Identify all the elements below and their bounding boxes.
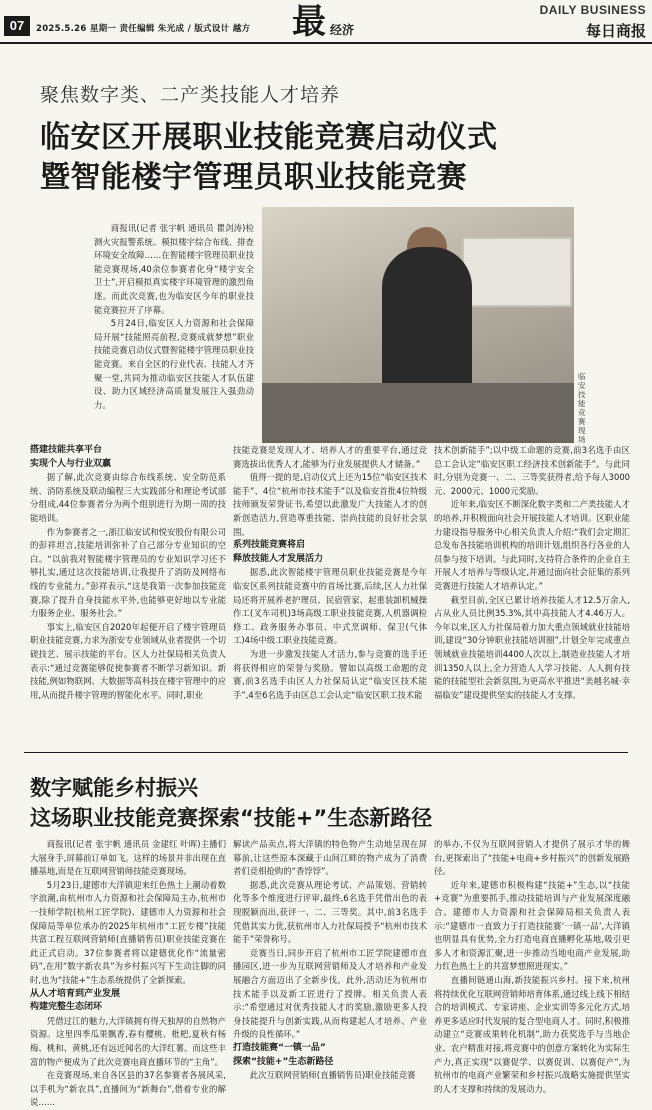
body-paragraph: 值得一提的是,启动仪式上还为15位“临安区技术能手”、4位“杭州市技术能手”以及临安首批4位特级技师颁发荣誉证书,希望以此激发广大技能人才的创新创造活力,营造尊重技能、崇尚技能的良好社会氛围。	[233, 472, 427, 537]
body-paragraph: 据了解,此次竞赛由综合布线系统、安全防范系统、消防系统及联动编程三大实践部分和理论考试部分组成,44位参赛者分为两个组别进行为期一周的技能培训。	[30, 472, 226, 523]
body-paragraph: 5月23日,建德市大洋镇迎来红色热土上潮动着数字浪潮,由杭州市人力资源和社会保障局主办,杭州市一技师学院(杭州工匠学院)、建德市人力资源和社会保障局等单位承办的2025年杭州市“工匠专楼”技能共富工程互联网营销师(直播销售员)职业技能竞赛在此正式启动。37位参赛者将以建德优化作“流量密码”,在用“数字新农具”为乡村振兴写下生动注脚的同时,也为“技能+”生态系统提供了全新探索。	[30, 879, 226, 985]
article1-column2	[233, 444, 427, 742]
article1-kicker: 聚焦数字类、二产类技能人才培养	[40, 84, 341, 106]
page-number: 07	[4, 16, 30, 36]
subheading: 打造技能赛“一镇一品”	[233, 1042, 326, 1053]
body-paragraph: 在竞赛现场,来自各区县的37名参赛者各展风采,以手机为“新农具”,直播间为“新舞台”,借着专业的解说……	[30, 1070, 226, 1108]
article2-headline-line1: 数字赋能乡村振兴	[30, 776, 198, 800]
body-paragraph: 技能竞赛是发现人才、培养人才的重要平台,通过竞赛选拔出优秀人才,能够为行业发展提供人才储备。”	[233, 445, 427, 469]
body-paragraph: 商报讯(记者 张宇帆 通讯员 金建红 叶晖)主播们大展身手,屏幕前订单如飞。这样的场景并非出现在直播基地,而是在互联网营销师技能竞赛现场。	[30, 839, 226, 877]
subheading: 系列技能竞赛将启	[233, 540, 306, 551]
subheading: 释放技能人才发展活力	[233, 553, 324, 564]
photo-person	[382, 247, 472, 397]
lead-paragraph: 5月24日,临安区人力资源和社会保障局开展“技能照亮前程,竞赛成就梦想”职业技能竞赛启动仪式暨智能楼宇管理员职业技能竞赛。来自全区的行业代表、技能人才齐聚一堂,共同为推动临安区技能人才队伍建设、助力区域经济高质量发展注入强劲动力。	[94, 318, 254, 410]
subheading: 搭建技能共享平台	[30, 445, 103, 455]
subheading: 探索“技能+”生态新路径	[233, 1056, 334, 1067]
photo-caption: 临安技能竞赛现场	[578, 372, 586, 444]
section-logo: 最	[292, 2, 326, 42]
article1-photo	[262, 207, 574, 443]
body-paragraph: 近年来,临安区不断深化数字类和二产类技能人才的培养,并积极面向社会开展技能人才培训。区职业能力建设指导服务中心相关负责人介绍:“我们会定期汇总发布各技能培训机构的培训计划,组织各行各业的人员参与按下培训。与此同时,支持符合条件的企业自主开展人才培养与等级认定,并通过面向社会征集的系列竞赛进行技能人才培养认定。”	[434, 499, 630, 591]
body-paragraph: 据悉,此次竞赛从理论考试、产品策划、营销转化等多个维度进行评审,最终,6名选手凭借出色的表现脱颖而出,获评一、二、三等奖。其中,前3名选手凭借其实力优,获杭州市人力社保局授予“杭州市技术能手”荣誉称号。	[233, 879, 427, 945]
article2-column3	[434, 838, 630, 1094]
body-paragraph: 凭借过江的魅力,大洋镇拥有得天独厚的自然物产资源。这里四季瓜果飘香,春有樱桃、枇杷,夏秋有杨梅、桃和、黄桃,还有远近闻名的大洋红薯。而这些丰富的物产便成为了此次竞赛电商直播环节的“主角”。	[30, 1015, 226, 1067]
article1-column1	[30, 444, 226, 742]
article2-headline-line2: 这场职业技能竞赛探索“技能+”生态新路径	[30, 806, 433, 830]
photo-workbench	[462, 237, 572, 307]
brand-chinese: 每日商报	[585, 22, 646, 40]
brand-english: DAILY BUSINESS	[539, 3, 646, 17]
photo-desk	[262, 383, 574, 443]
body-paragraph: 截至目前,全区已累计培养技能人才12.5万余人,占从业人员比例35.3%,其中高技能人才4.46万人。今年以来,区人力社保局着力加大重点领域就业技能培训,建设“30分钟职业技能培训圈”,计划全年完成重点领域就业技能培训4400人次以上,制造业技能人才培训1350人以上,全力营造人人学习技能、人人拥有技能的技能型社会新氛围,为更高水平推进“美越名城·幸福临安”建设提供坚实的技能人才支撑。	[434, 594, 630, 700]
article1-lead	[94, 222, 254, 410]
article2-column2	[233, 838, 427, 1081]
body-paragraph: 的举办,不仅为互联网营销人才提供了展示才华的舞台,更探索出了“技能+电商+乡村振兴”的创新发展路径。	[434, 839, 630, 877]
article1-headline-line2: 暨智能楼宇管理员职业技能竞赛	[40, 160, 467, 195]
masthead	[0, 0, 652, 44]
body-paragraph: 技术创新能手”;以中级工命题的竞赛,前3名选手由区总工会认定“临安区职工经济技术创新能手”。与此同时,分别为竞赛一、二、三等奖获得者,给予每人3000元、2000元、1000元奖励。	[434, 445, 630, 496]
lead-paragraph: 商报讯(记者 张宇帆 通讯员 瞿剑涛)检测火灾报警系统、模拟楼宇综合布线、排查环境安全故障……在智能楼宇管理员职业技能竞赛现场,40余位参赛者化身“楼宇安全卫士”,开启模拟真实楼宇环境管理的激烈角逐。而此次竞赛,也为临安区今年的职业技能竞赛拉开了序幕。	[94, 223, 254, 315]
section-divider	[24, 752, 628, 753]
body-paragraph: 此次互联网营销师(直播销售员)职业技能竞赛	[249, 1070, 416, 1081]
body-paragraph: 作为参赛者之一,浙江临安试和悦安股份有限公司的彭祥坦言,技能培训弥补了自己部分专业知识的空白。“以前我对智能楼宇管理员的专业知识学习还不够扎实,通过这次技能培训,让我提升了消防及网络布线的专业能力。”彭祥表示,“这是我第一次参加技能竞赛,除了提升自身技能水平外,也能够更好地以专业能力服务企业、服务社会。”	[30, 526, 226, 619]
subheading: 从人才培育到产业发展	[30, 988, 121, 999]
body-paragraph: 事实上,临安区自2020年起便开启了楼宇管理员职业技能竞赛,力求为浙安专业领域从业者提供一个切磋技艺、展示技能的平台。区人力社保局相关负责人表示:“通过竞赛能够促使参赛者不断学习新知识、新技能,例如物联网、大数据等高科技在楼宇管理中的应用,从而提升楼宇管理的智能化水平。同时,职业	[30, 621, 226, 700]
body-paragraph: 解读产品卖点,将大洋镇的特色物产生动地呈现在屏幕前,让这些原本深藏于山间江畔的物产成为了消费者们竞相抢购的“香饽饽”。	[233, 839, 427, 877]
subheading: 实现个人与行业双赢	[30, 458, 112, 469]
article1-column3	[434, 444, 630, 742]
article1-headline-line1: 临安区开展职业技能竞赛启动仪式	[40, 120, 498, 155]
article2-column1	[30, 838, 226, 1108]
body-paragraph: 为进一步激发技能人才活力,参与竞赛的选手还将获得相应的荣誉与奖励。譬如以高级工命题的竞赛,前3名选手由区人力社保局认定“临安区技术能手”,4至6名选手由区总工会认定“临安区职工技术能	[233, 648, 427, 700]
body-paragraph: 竞赛当日,同步开启了杭州市工匠学院建德市直播园区,进一步为互联网营销师及人才培养和产业发展融合方面迈出了全新步伐。此外,活动还为杭州市技术能手以及新工匠进行了授牌。相关负责人表示:“希望通过对优秀技能人才的奖励,激励更多人投身技能提升与创新实践,从而构建起人才培养、产业升级的良性循环。”	[233, 947, 427, 1040]
body-paragraph: 据悉,此次智能楼宇管理员职业技能竞赛是今年临安区系列技能竞赛中的首场比赛,后续,区人力社保局还将开展养老护理员、民宿管家、起重装卸机械操作工(叉车司机)3场高级工职业技能竞赛,人机器调检修工、政务服务办事员、中式烹调师、保卫(气体工)4场中级工职业技能竞赛。	[233, 567, 427, 646]
section-name: 经济	[330, 23, 355, 37]
body-paragraph: 直播间链通山海,新技能振兴乡村。接下来,杭州将持续优化互联网营销师培育体系,通过线上线下相结合的培训模式、专家讲座、企业实训等多元化方式,培养更多适应时代发展的复合型电商人才。同时,积极推动建立“竞赛成果转化机制”,助力获奖选手与当地企业、农户精准对接,将竞赛中的创意方案转化为实际生产力,真正实现“以赛促学、以赛促训、以赛促产”,为杭州市的电商产业繁荣和乡村振兴战略实施提供坚实的人才支撑和持续的发展动力。	[434, 974, 630, 1094]
issue-meta-line: 2025.5.26 星期一 责任编辑 朱光成 / 版式设计 越方	[36, 24, 251, 34]
subheading: 构建完整生态闭环	[30, 1002, 103, 1013]
body-paragraph: 近年来,建德市积极构建“技能+”生态,以“技能+竞赛”为重要抓手,推动技能培训与产业发展深度融合。建德市人力资源和社会保障局相关负责人表示:“建德市一直致力于打造技能赛‘一镇一品’,大洋镇也明显具有优势,全力打造电商直播孵化基地,吸引更多人才和资源汇聚,进一步推动当地电商产业发展,助力红色热土上的共富梦想照进现实。”	[434, 879, 630, 972]
